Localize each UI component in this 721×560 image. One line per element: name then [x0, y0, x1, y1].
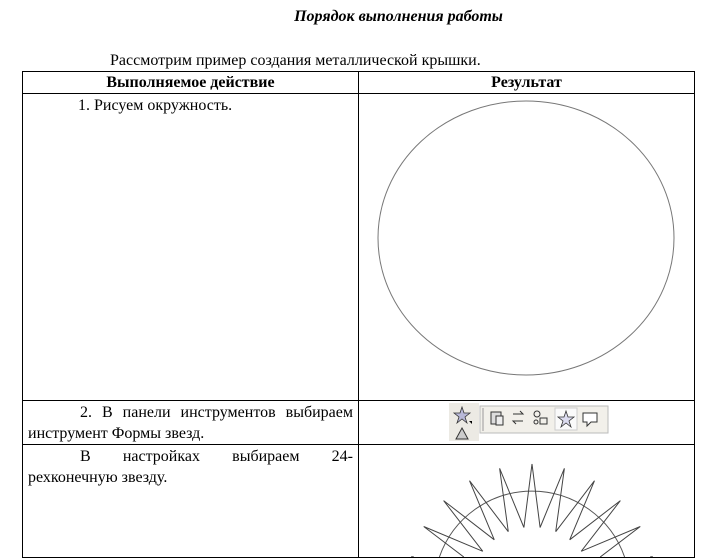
table-row: [23, 94, 695, 401]
toolbar-image: [359, 401, 694, 443]
intro-paragraph: Рассмотрим пример создания металлической крышки.: [110, 52, 481, 69]
header-action: Выполняемое действие: [23, 72, 359, 94]
table-row: [23, 401, 695, 445]
table-row: [23, 445, 695, 558]
circle-result-image: [359, 94, 694, 400]
table-header-row: [23, 72, 695, 94]
perfect-shape-icon: [491, 412, 503, 425]
step-2-text: 2. В панели инструментов выбираем инструмент Формы звезд.: [28, 404, 353, 442]
page-title: Порядок выполнения работы: [294, 8, 503, 25]
circle-shape: [378, 101, 674, 375]
steps-table: [22, 71, 695, 558]
star-result-image: [359, 445, 694, 557]
star-24-shape: [411, 464, 652, 557]
header-result: Результат: [359, 72, 695, 94]
step-1-text: 1. Рисуем окружность.: [78, 97, 233, 114]
star-circle: [439, 491, 624, 557]
step-3-text: В настройках выбираем 24-рехконечную звезду.: [28, 448, 353, 486]
